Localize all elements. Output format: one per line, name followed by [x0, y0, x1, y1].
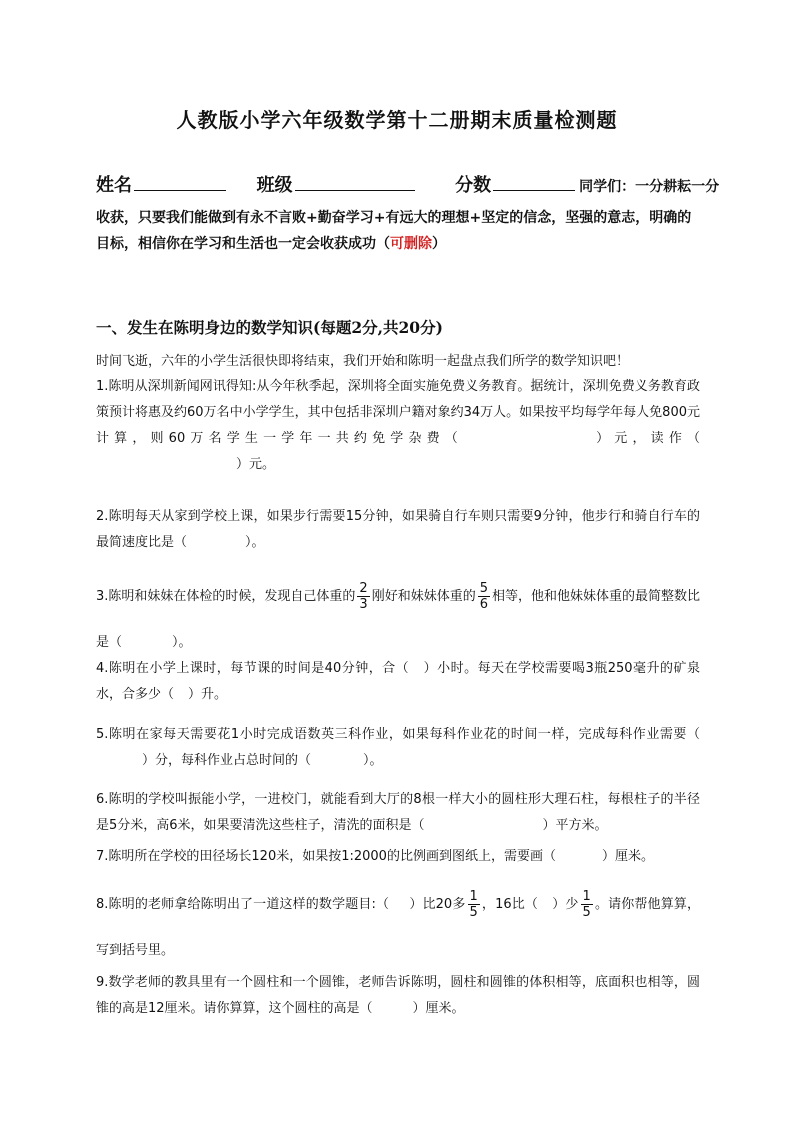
page-title: 人教版小学六年级数学第十二册期末质量检测题 — [176, 108, 618, 132]
question-4 — [96, 656, 700, 708]
question-8 — [96, 882, 700, 974]
fraction-denominator: 5 — [582, 905, 591, 920]
removable-note: 可删除 — [390, 236, 432, 252]
question-text: ）。 — [363, 753, 383, 768]
question-text: 刚好和妹妹体重的 — [371, 589, 476, 604]
question-text: 7.陈明所在学校的田径场长120米，如果按1:2000的比例画到图纸上，需要画（ — [96, 849, 556, 864]
fraction-numerator: 1 — [582, 889, 591, 904]
class-blank — [295, 172, 415, 191]
fraction-one-fifth — [468, 889, 480, 920]
question-text: 相等，他和他妹妹体重的最简整数比是（ — [96, 589, 700, 650]
question-text: ）元，读作（ — [590, 431, 700, 446]
question-5 — [96, 722, 700, 774]
question-3 — [96, 574, 700, 666]
class-label: 班级 — [256, 175, 293, 196]
fraction-one-fifth — [581, 889, 593, 920]
question-text: ，16比（ — [481, 897, 539, 912]
motto-body: 收获，只要我们能做到有永不言败+勤奋学习+有远大的理想+坚定的信念，坚强的意志，明确的目标，相信你在学习和生活也一定会收获成功（ — [96, 210, 692, 252]
question-text: ）少 — [552, 897, 579, 912]
name-blank — [134, 172, 226, 191]
question-text: ）。 — [172, 635, 192, 650]
question-text: 8.陈明的老师拿给陈明出了一道这样的数学题目:（ — [96, 897, 390, 912]
question-text: ）比20多 — [409, 897, 466, 912]
question-text: ）升。 — [188, 687, 228, 702]
question-text: 5.陈明在家每天需要花1小时完成语数英三科作业，如果每科作业花的时间一样，完成每科作业需要（ — [96, 727, 700, 742]
question-text: 6.陈明的学校叫振能小学，一进校门，就能看到大厅的8根一样大小的圆柱形大理石柱，每根柱子的半径是5分米，高6米，如果要清洗这些柱子，清洗的面积是（ — [96, 792, 700, 833]
fraction-numerator: 2 — [359, 581, 368, 596]
fraction-denominator: 3 — [359, 597, 368, 612]
fraction-two-thirds — [357, 581, 369, 612]
question-text: ）元。 — [236, 457, 276, 472]
question-text: ）分，每科作业占总时间的（ — [142, 753, 312, 768]
score-blank — [493, 172, 575, 191]
fraction-denominator: 6 — [479, 597, 488, 612]
student-info-row — [96, 171, 719, 197]
question-6 — [96, 787, 700, 839]
question-text: 。请你帮他算算，写到括号里。 — [96, 897, 700, 958]
fraction-five-sixths — [478, 581, 490, 612]
question-text: 9.数学老师的教具里有一个圆柱和一个圆锥，老师告诉陈明，圆柱和圆锥的体积相等，底面积也相等，圆锥的高是12厘米。请你算算，这个圆柱的高是（ — [96, 975, 700, 1016]
fraction-numerator: 5 — [479, 581, 488, 596]
question-text: 1.陈明从深圳新闻网讯得知:从今年秋季起，深圳将全面实施免费义务教育。据统计，深圳免费义务教育政策预计将惠及约60万名中小学学生，其中包括非深圳户籍对象约34万人。如果按平均每学年每人免800元计算，则60万名学生一学年一共约免学杂费（ — [96, 379, 700, 446]
section-intro: 时间飞逝，六年的小学生活很快即将结束，我们开始和陈明一起盘点我们所学的数学知识吧！ — [96, 354, 630, 369]
motto-start: 同学们：一分耕耘一分 — [579, 179, 720, 195]
question-text: 3.陈明和妹妹在体检的时候，发现自己体重的 — [96, 589, 356, 604]
question-text: ）小时。每天在学校需要喝3瓶250毫升的矿泉水，合多少（ — [96, 661, 700, 702]
fraction-denominator: 5 — [469, 905, 478, 920]
question-text: 4.陈明在小学上课时，每节课的时间是40分钟，合（ — [96, 661, 410, 676]
question-7 — [96, 844, 700, 870]
fraction-numerator: 1 — [469, 889, 478, 904]
name-label: 姓名 — [96, 175, 132, 196]
question-text: ）厘米。 — [412, 1001, 465, 1016]
question-1 — [96, 374, 700, 478]
question-text: 2.陈明每天从家到学校上课，如果步行需要15分钟，如果骑自行车则只需要9分钟，他步行和骑自行车的最简速度比是（ — [96, 509, 700, 550]
question-9 — [96, 970, 700, 1022]
score-label: 分数 — [455, 175, 492, 196]
motto-end: ） — [432, 236, 446, 252]
section-heading: 一、发生在陈明身边的数学知识(每题2分,共20分) — [96, 318, 443, 337]
question-2 — [96, 504, 700, 556]
question-text: ）。 — [245, 535, 265, 550]
motto-text — [96, 205, 701, 257]
question-text: ）平方米。 — [542, 818, 608, 833]
question-text: ）厘米。 — [601, 849, 654, 864]
